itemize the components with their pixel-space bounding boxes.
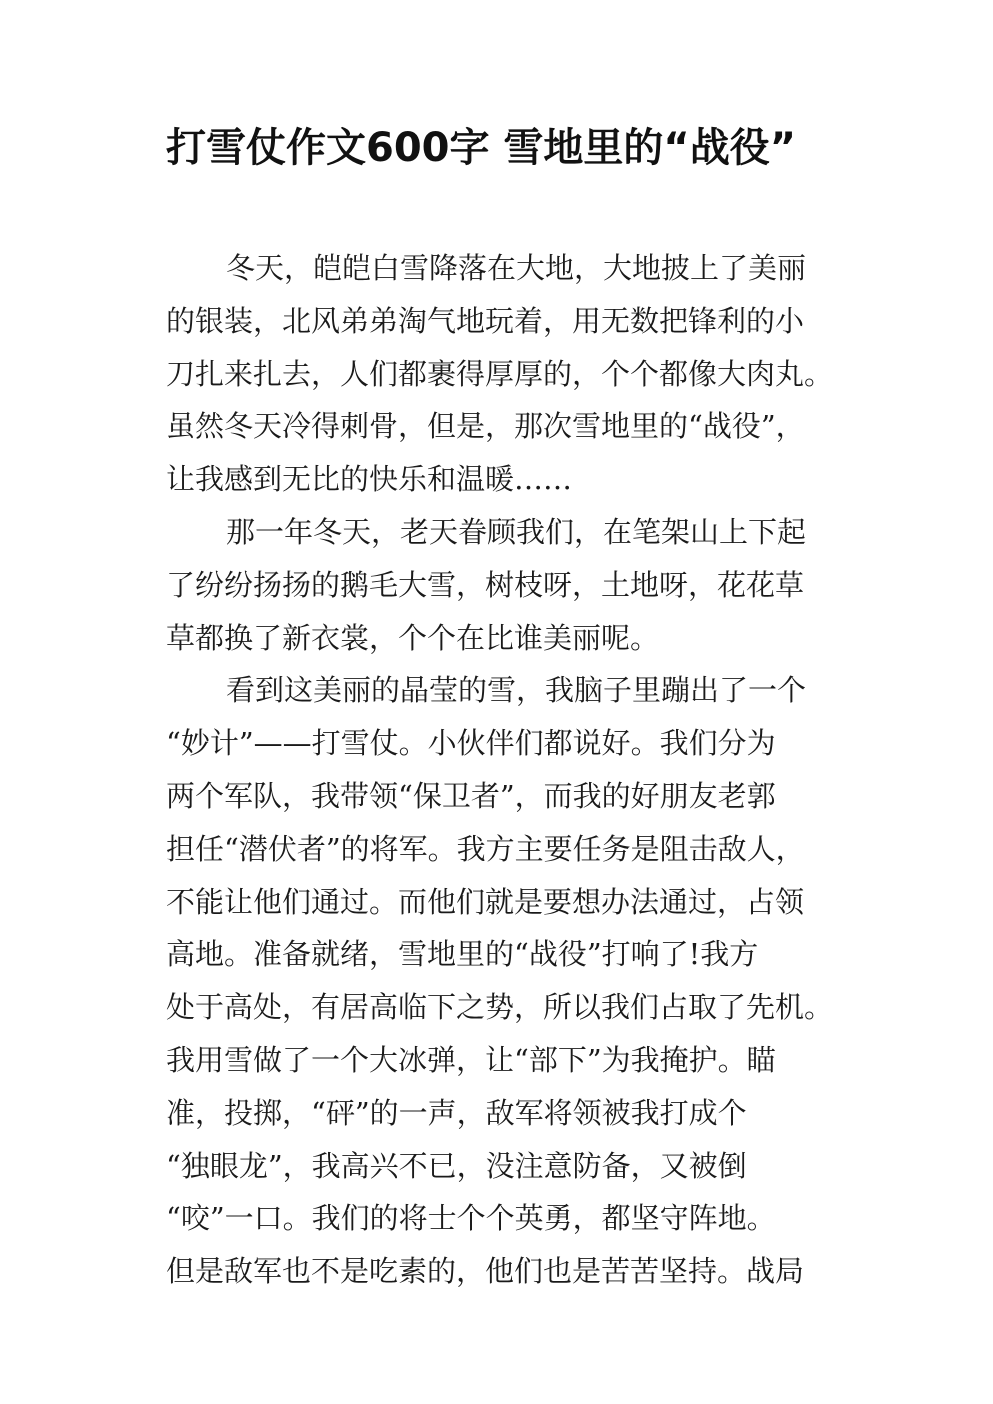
text-line: 不能让他们通过。而他们就是要想办法通过，占领: [166, 884, 805, 919]
paragraph: [166, 242, 866, 506]
text-line: 准，投掷，“砰”的一声，敌军将领被我打成个: [166, 1095, 747, 1130]
text-line: 刀扎来扎去，人们都裹得厚厚的，个个都像大肉丸。: [166, 356, 834, 391]
text-line: 两个军队，我带领“保卫者”，而我的好朋友老郭: [166, 778, 776, 813]
text-line: “妙计”——打雪仗。小伙伴们都说好。我们分为: [166, 726, 776, 761]
document-body: [166, 242, 866, 1298]
text-line: 冬天，皑皑白雪降落在大地，大地披上了美丽: [226, 251, 807, 285]
text-line: 但是敌军也不是吃素的，他们也是苦苦坚持。战局: [166, 1254, 805, 1289]
paragraph: [166, 664, 866, 1298]
paragraph: [166, 506, 866, 664]
document-title: 打雪仗作文600字 雪地里的“战役”: [166, 125, 796, 171]
text-line: 我用雪做了一个大冰弹，让“部下”为我掩护。瞄: [166, 1042, 776, 1077]
text-line: “独眼龙”，我高兴不已，没注意防备，又被倒: [166, 1148, 747, 1183]
text-line: 的银装，北风弟弟淘气地玩着，用无数把锋利的小: [166, 303, 805, 338]
text-line: 草都换了新衣裳，个个在比谁美丽呢。: [166, 620, 660, 655]
text-line: 高地。准备就绪，雪地里的“战役”打响了!我方: [166, 937, 759, 972]
text-line: 处于高处，有居高临下之势，所以我们占取了先机。: [166, 990, 834, 1025]
text-line: 让我感到无比的快乐和温暖……: [166, 462, 573, 497]
text-line: “咬”一口。我们的将士个个英勇，都坚守阵地。: [166, 1201, 776, 1236]
text-line: 那一年冬天，老天眷顾我们，在笔架山上下起: [226, 514, 807, 549]
text-line: 担任“潜伏者”的将军。我方主要任务是阻击敌人，: [166, 831, 805, 866]
text-line: 看到这美丽的晶莹的雪，我脑子里蹦出了一个: [226, 673, 807, 708]
text-line: 虽然冬天冷得刺骨，但是，那次雪地里的“战役”，: [166, 409, 805, 444]
text-line: 了纷纷扬扬的鹅毛大雪，树枝呀，土地呀，花花草: [166, 567, 805, 602]
